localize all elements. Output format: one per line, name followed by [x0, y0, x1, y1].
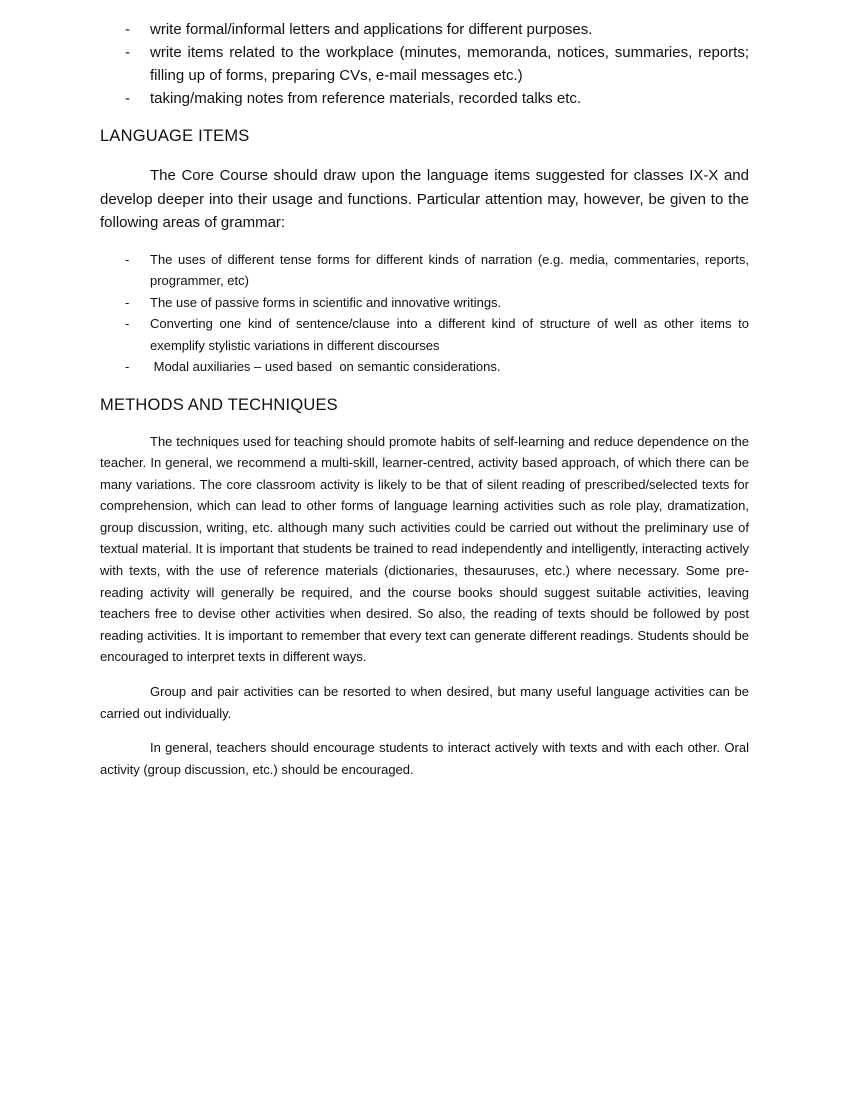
language-items-intro: The Core Course should draw upon the language items suggested for classes IX-X and develop deeper into their usage and functions. Particular attention may, however, be given to the following areas of grammar:	[100, 167, 749, 231]
list-item: - Modal auxiliaries – used based on semantic considerations.	[125, 359, 501, 374]
list-item: - Converting one kind of sentence/clause into a different kind of structure of well as other items to exemplify stylistic variations in different discourses	[125, 316, 749, 353]
methods-paragraph: Group and pair activities can be resorted to when desired, but many useful language activities can be carried out individually.	[100, 684, 749, 721]
list-item: - The use of passive forms in scientific and innovative writings.	[125, 294, 502, 310]
list-item: - taking/making notes from reference materials, recorded talks etc.	[125, 90, 582, 107]
writing-skills-list	[100, 18, 749, 110]
methods-paragraph: The techniques used for teaching should promote habits of self-learning and reduce dependence on the teacher. In general, we recommend a multi-skill, learner-centred, activity based approach, of which there can be many variations. The core classroom activity is likely to be that of silent reading of prescribed/selected texts for comprehension, which can lead to other forms of language learning activities such as role play, dramatization, group discussion, writing, etc. although many such activities could be carried out without the preliminary use of textual material. It is important that students be trained to read independently and intelligently, interacting actively with texts, with the use of reference materials (dictionaries, thesauruses, etc.) where necessary. Some pre-reading activity will generally be required, and the course books should suggest suitable activities, leaving teachers free to devise other activities when desired. So also, the reading of texts should be followed by post reading activities. It is important to remember that every text can generate different readings. Students should be encouraged to interpret texts in different ways.	[100, 433, 749, 665]
grammar-areas-list	[100, 249, 749, 378]
language-items-heading: LANGUAGE ITEMS	[100, 127, 250, 145]
methods-paragraph: In general, teachers should encourage students to interact actively with texts and with each other. Oral activity (group discussion, etc.) should be encouraged.	[100, 740, 749, 777]
document-page	[100, 18, 749, 780]
methods-heading: METHODS AND TECHNIQUES	[100, 395, 338, 414]
list-item: - The uses of different tense forms for different kinds of narration (e.g. media, commentaries, reports, programmer, etc)	[125, 251, 749, 288]
list-item: - write items related to the workplace (minutes, memoranda, notices, summaries, reports; filling up of forms, preparing CVs, e-mail messages etc.)	[125, 44, 749, 84]
list-item: - write formal/informal letters and applications for different purposes.	[125, 21, 593, 38]
